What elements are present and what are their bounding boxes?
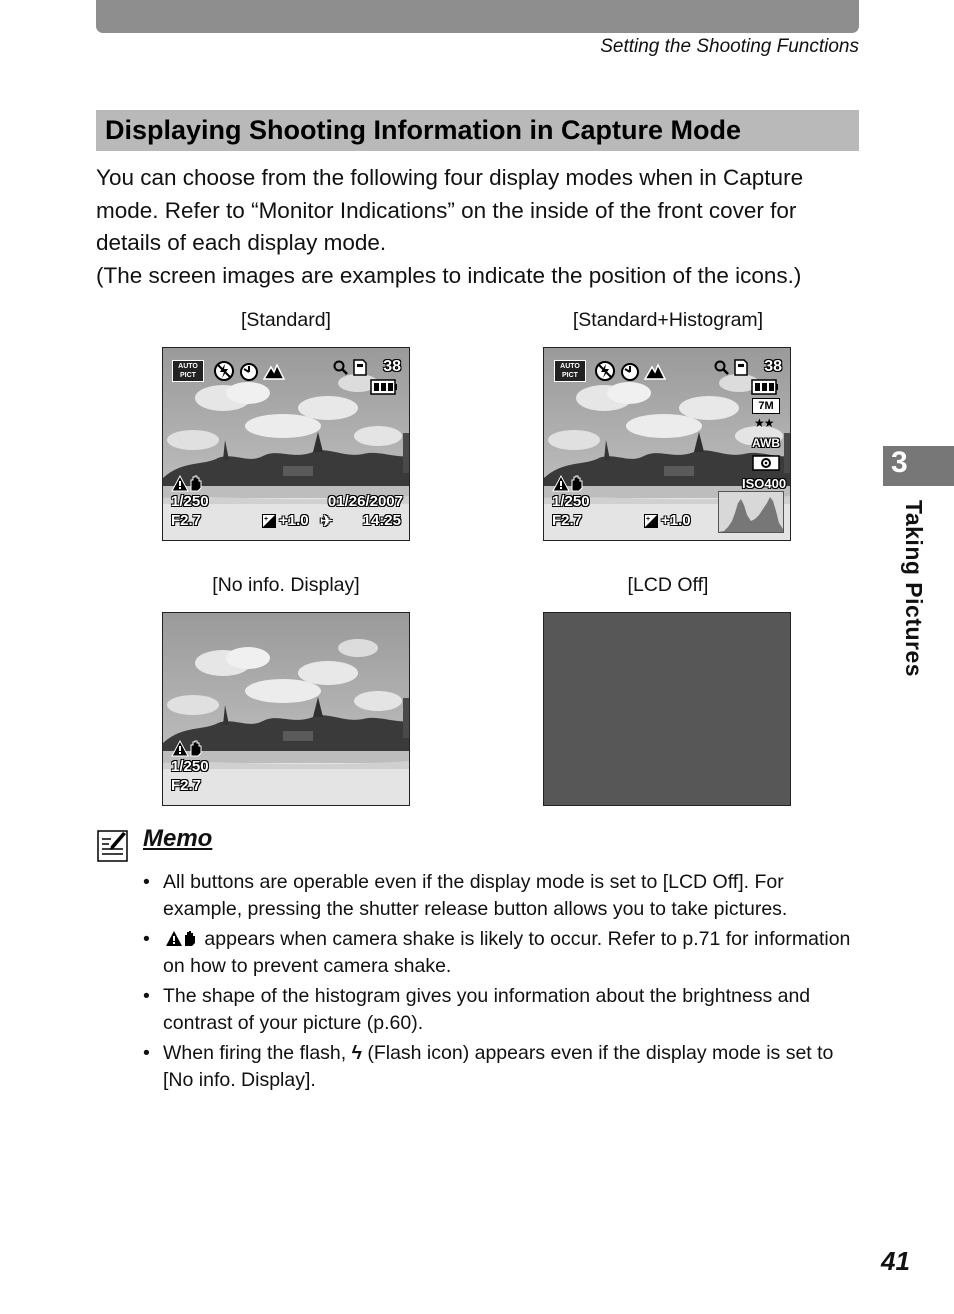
exposure-compensation-value: +1.0 [661,512,691,529]
camera-shake-icon [171,739,203,757]
exposure-compensation-icon [262,514,276,528]
page-number: 41 [881,1246,910,1276]
shutter-speed: 1/250 [171,493,209,510]
memo-item: • appears when camera shake is likely to occur. Refer to p.71 for information on how to prevent camera shake. [140,926,865,980]
screen-standard-histogram [543,347,791,541]
caption-standard: [Standard] [241,309,331,331]
battery-icon [751,379,779,395]
caption-no-info: [No info. Display] [212,574,360,596]
caption-standard-histogram: [Standard+Histogram] [572,309,764,331]
memo-title: Memo [143,825,213,852]
aperture: F2.7 [552,512,583,529]
shots-remaining: 38 [383,358,401,375]
caption-lcd-off: [LCD Off] [627,574,709,596]
section-title-bar [96,110,859,151]
camera-shake-icon [171,474,203,492]
memo-item: • When firing the flash, ϟ (Flash icon) appears even if the display mode is set to [No info. Display]. [140,1040,865,1094]
exposure-compensation-icon [644,514,658,528]
exposure-compensation-value: +1.0 [279,512,309,529]
memo-list [140,869,865,1097]
svg-text:+: + [646,516,651,523]
memory-card-icon [353,359,367,376]
intro-note: (The screen images are examples to indicate the position of the icons.) [96,262,802,288]
camera-shake-icon [163,929,199,947]
shutter-speed: 1/250 [171,758,209,775]
digital-zoom-icon [714,360,729,375]
resolution-badge: 7M [752,398,780,414]
self-timer-icon [619,360,641,382]
world-time-icon: ✈ [320,513,333,530]
flash-off-icon [594,360,616,382]
memo-item: • The shape of the histogram gives you information about the brightness and contrast of your picture (p.60). [140,983,865,1037]
auto-pict-icon: AUTO PICT [172,360,204,382]
intro-text [96,162,866,292]
quality-stars: ★★ [754,416,774,430]
shutter-speed: 1/250 [552,493,590,510]
flash-off-icon [213,360,235,382]
screen-standard [162,347,410,541]
capture-date: 01/26/2007 [327,493,403,510]
aperture: F2.7 [171,777,202,794]
self-timer-icon [238,360,260,382]
svg-text:+: + [264,516,269,523]
chapter-number: 3 [891,446,908,479]
chapter-title: Taking Pictures [901,500,927,678]
landscape-focus-icon [644,362,666,380]
battery-icon [370,379,398,395]
screen-no-info [162,612,410,806]
histogram-graph [718,491,784,533]
metering-icon [752,455,780,471]
landscape-focus-icon [263,362,285,380]
auto-pict-icon: AUTO PICT [554,360,586,382]
iso-value: ISO400 [742,476,787,491]
flash-icon: ϟ [351,1042,362,1064]
intro-paragraph: You can choose from the following four display modes when in Capture mode. Refer to “Monitor Indications” on the inside of the front cover for details of each display mode. [96,165,804,255]
capture-time: 14:25 [362,512,401,529]
header-bar [96,0,859,33]
section-title: Displaying Shooting Information in Capture Mode [105,115,741,145]
camera-shake-icon [552,474,584,492]
shots-remaining: 38 [764,358,782,375]
memo-icon [97,830,128,862]
digital-zoom-icon [333,360,348,375]
screen-lcd-off [543,612,791,806]
white-balance: AWB [752,436,780,450]
memo-item: • All buttons are operable even if the display mode is set to [LCD Off]. For example, pressing the shutter release button allows you to take pictures. [140,869,865,923]
running-head: Setting the Shooting Functions [600,36,859,57]
aperture: F2.7 [171,512,202,529]
memory-card-icon [734,359,748,376]
